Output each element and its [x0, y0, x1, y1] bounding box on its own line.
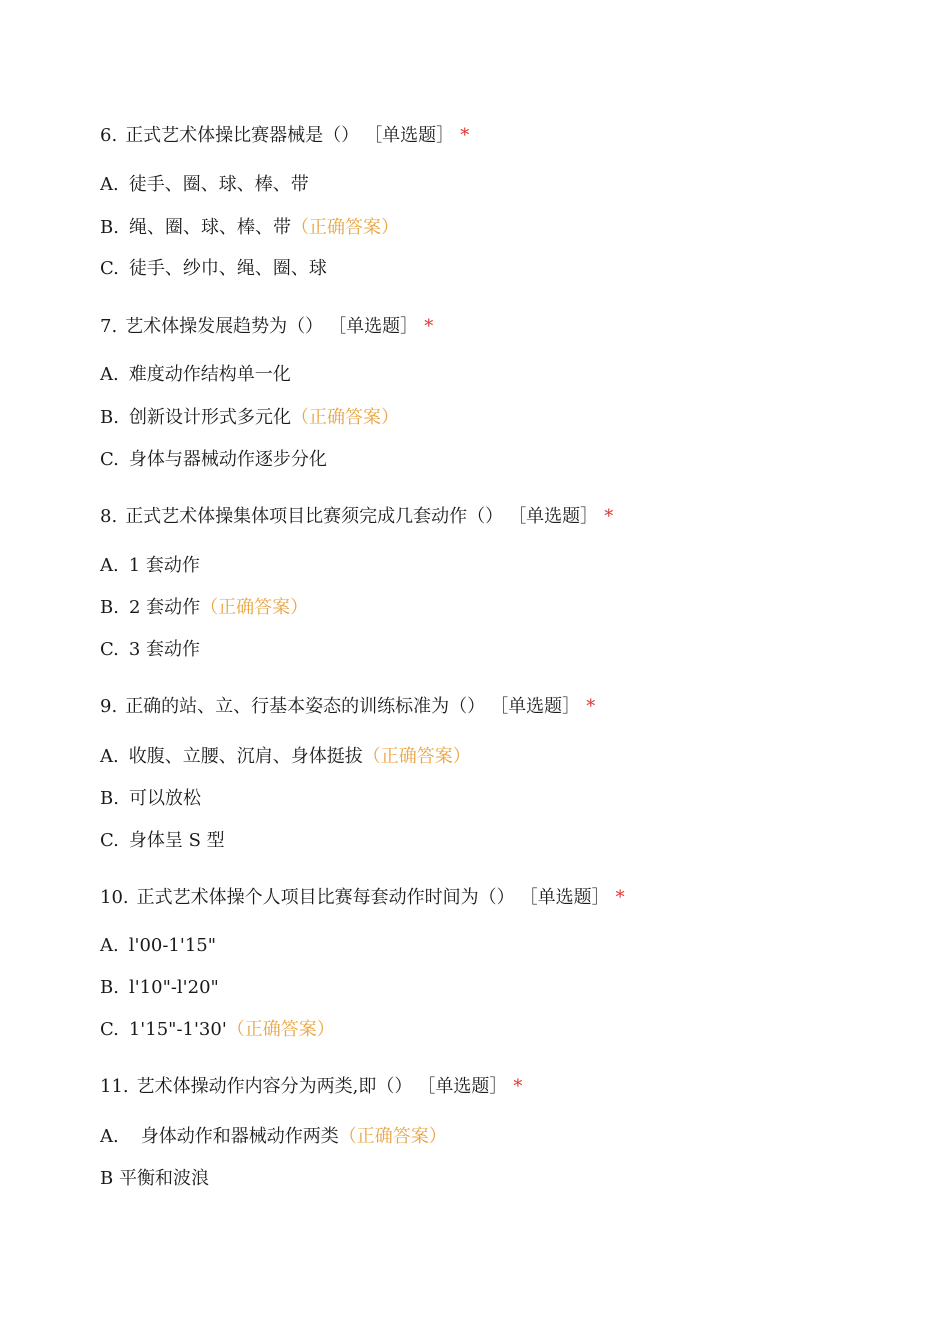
question-type: ［单选题］: [426, 1076, 508, 1097]
correct-answer-tag: （正确答案）: [290, 407, 399, 428]
option-text: 收腹、立腰、沉肩、身体挺拔: [128, 746, 363, 767]
option-text: B 平衡和波浪: [100, 1168, 209, 1189]
correct-answer-tag: （正确答案）: [226, 1019, 335, 1040]
question-number: 7.: [100, 316, 118, 337]
question-number: 6.: [100, 125, 118, 146]
correct-answer-tag: （正确答案）: [200, 597, 309, 618]
required-star: *: [460, 125, 470, 146]
option-text: 身体与器械动作逐步分化: [128, 449, 327, 470]
question-number: 9.: [100, 696, 118, 717]
option-label: B.: [100, 977, 119, 998]
question-text: 正确的站、立、行基本姿态的训练标准为（）: [125, 696, 486, 717]
question-number: 10.: [100, 887, 129, 908]
option-a: [100, 1125, 447, 1149]
option-text: 1'15"-1'30': [128, 1019, 227, 1040]
option-a: [100, 363, 291, 387]
question-text: 正式艺术体操比赛器械是（）: [125, 125, 360, 146]
option-c: [100, 638, 200, 662]
question-number: 8.: [100, 506, 118, 527]
question-type: ［单选题］: [517, 506, 599, 527]
option-text: 创新设计形式多元化: [128, 407, 291, 428]
option-text: l'00-1'15": [128, 935, 217, 956]
option-label: B.: [100, 407, 119, 428]
option-a: [100, 934, 216, 958]
option-c: [100, 1018, 335, 1042]
option-label: A.: [100, 746, 119, 767]
question-text: 正式艺术体操集体项目比赛须完成几套动作（）: [125, 506, 504, 527]
option-label: A.: [100, 555, 119, 576]
option-label: A.: [100, 935, 119, 956]
option-a: [100, 173, 309, 197]
question-type: ［单选题］: [528, 887, 610, 908]
option-label: C.: [100, 449, 119, 470]
option-text: 难度动作结构单一化: [128, 364, 291, 385]
question-title: [100, 886, 625, 910]
question-text: 正式艺术体操个人项目比赛每套动作时间为（）: [136, 887, 515, 908]
option-label: B.: [100, 597, 119, 618]
option-text: 身体动作和器械动作两类: [140, 1126, 339, 1147]
option-label: A.: [100, 1126, 119, 1147]
option-a: [100, 554, 200, 578]
option-text: 3 套动作: [128, 639, 201, 660]
option-text: 徒手、圈、球、棒、带: [128, 174, 309, 195]
option-text: 1 套动作: [128, 555, 200, 576]
option-label: C.: [100, 639, 119, 660]
option-label: B.: [100, 788, 119, 809]
option-b: [100, 1167, 209, 1191]
option-label: C.: [100, 830, 119, 851]
required-star: *: [513, 1076, 523, 1097]
option-label: A.: [100, 364, 119, 385]
option-b: [100, 596, 308, 620]
option-b: [100, 787, 201, 811]
option-text: 2 套动作: [128, 597, 201, 618]
question-title: [100, 1075, 522, 1099]
option-label: C.: [100, 1019, 119, 1040]
option-text: 徒手、纱巾、绳、圈、球: [128, 258, 327, 279]
option-label: B.: [100, 217, 119, 238]
question-title: [100, 315, 433, 339]
question-number: 11.: [100, 1076, 129, 1097]
option-label: C.: [100, 258, 119, 279]
question-title: [100, 695, 595, 719]
question-type: ［单选题］: [499, 696, 581, 717]
option-text: l'10"-l'20": [128, 977, 219, 998]
question-type: ［单选题］: [337, 316, 419, 337]
option-c: [100, 257, 327, 281]
required-star: *: [424, 316, 434, 337]
correct-answer-tag: （正确答案）: [290, 217, 399, 238]
option-text: 绳、圈、球、棒、带: [128, 217, 291, 238]
option-b: [100, 406, 399, 430]
option-b: [100, 976, 219, 1000]
question-title: [100, 505, 613, 529]
option-c: [100, 448, 327, 472]
option-label: A.: [100, 174, 119, 195]
required-star: *: [615, 887, 625, 908]
option-b: [100, 216, 399, 240]
question-text: 艺术体操发展趋势为（）: [125, 316, 324, 337]
option-c: [100, 829, 225, 853]
question-text: 艺术体操动作内容分为两类,即（）: [136, 1076, 413, 1097]
question-title: [100, 124, 469, 148]
option-a: [100, 745, 471, 769]
required-star: *: [604, 506, 614, 527]
option-text: 可以放松: [128, 788, 201, 809]
option-text: 身体呈 S 型: [128, 830, 225, 851]
required-star: *: [586, 696, 596, 717]
correct-answer-tag: （正确答案）: [338, 1126, 447, 1147]
correct-answer-tag: （正确答案）: [362, 746, 471, 767]
question-type: ［单选题］: [373, 125, 455, 146]
